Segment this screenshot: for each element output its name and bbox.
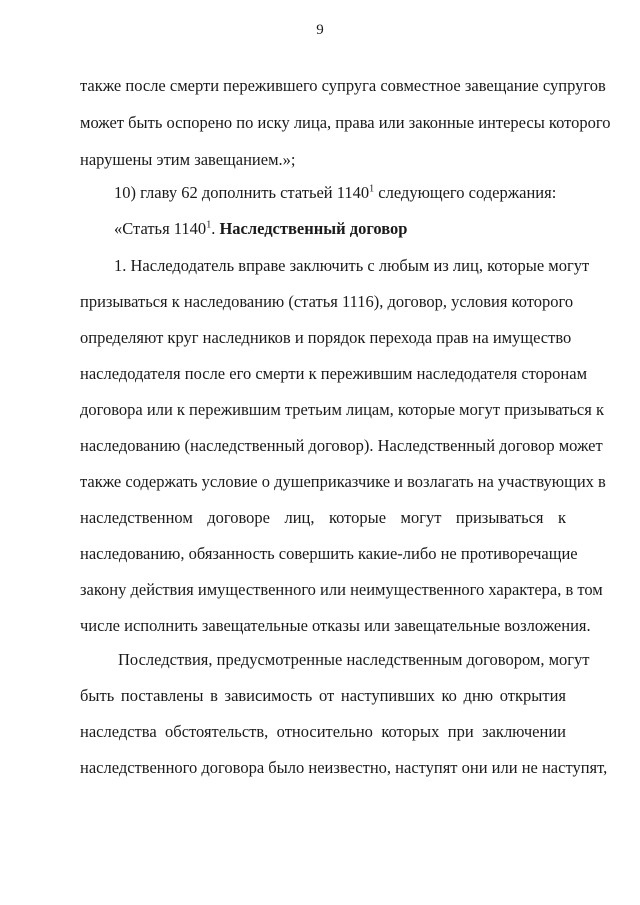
text-line: наследственном договоре лиц, которые могут призываться к — [80, 508, 566, 527]
text-span: . — [211, 219, 220, 238]
text-line: также после смерти пережившего супруга совместное завещание супругов — [80, 76, 606, 95]
superscript: 1 — [369, 183, 375, 195]
text-line: 1. Наследодатель вправе заключить с любым из лиц, которые могут — [114, 256, 590, 275]
text-line: быть поставлены в зависимость от наступивших ко дню открытия — [80, 686, 566, 705]
text-line: наследственного договора было неизвестно, наступят они или не наступят, — [80, 758, 608, 777]
text-span: следующего содержания: — [374, 183, 557, 202]
text-line: нарушены этим завещанием.»; — [80, 150, 296, 169]
text-span: 10) главу 62 дополнить статьей 1140 — [114, 183, 370, 202]
superscript: 1 — [206, 219, 212, 231]
text-line: наследства обстоятельств, относительно которых при заключении — [80, 722, 566, 741]
text-line: закону действия имущественного или неимущественного характера, в том — [80, 580, 603, 599]
text-line: наследодателя после его смерти к пережившим наследодателя сторонам — [80, 364, 588, 383]
text-line: может быть оспорено по иску лица, права или законные интересы которого — [80, 113, 611, 132]
text-span: «Статья 1140 — [114, 219, 207, 238]
text-line: наследованию (наследственный договор). Наследственный договор может — [80, 436, 603, 455]
text-line: призываться к наследованию (статья 1116), договор, условия которого — [80, 292, 574, 311]
text-line: определяют круг наследников и порядок перехода прав на имущество — [80, 328, 572, 347]
text-line: договора или к пережившим третьим лицам, которые могут призываться к — [80, 400, 604, 419]
text-line: Последствия, предусмотренные наследственным договором, могут — [118, 650, 590, 669]
page-number: 9 — [316, 22, 324, 38]
amendment-item-10 — [114, 183, 566, 203]
article-title: Наследственный договор — [219, 219, 408, 238]
text-line: также содержать условие о душеприказчике и возлагать на участвующих в — [80, 472, 606, 491]
article-heading — [114, 219, 566, 239]
text-line: числе исполнить завещательные отказы или завещательные возложения. — [80, 616, 591, 635]
text-line: наследованию, обязанность совершить какие-либо не противоречащие — [80, 544, 578, 563]
